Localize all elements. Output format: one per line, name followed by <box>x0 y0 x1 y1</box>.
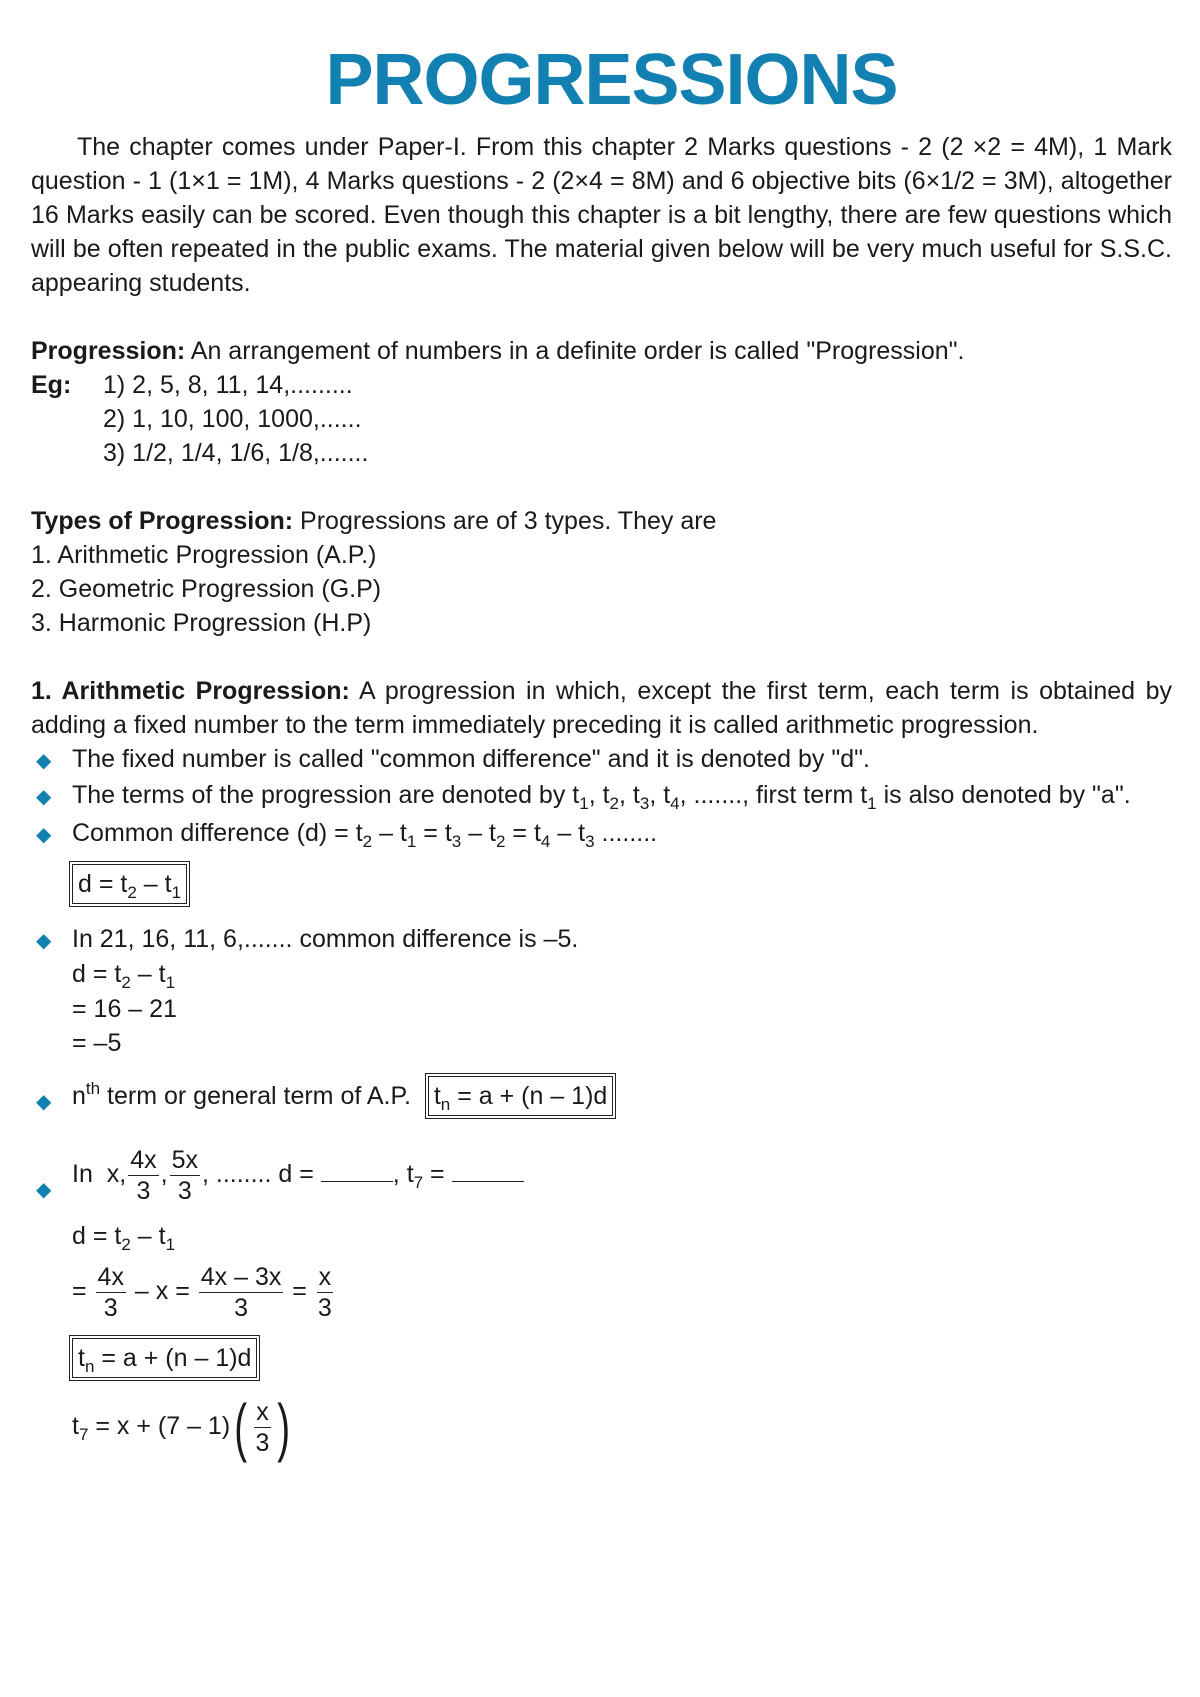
type-item-ap: 1. Arithmetic Progression (A.P.) <box>31 541 377 569</box>
types-text: Progressions are of 3 types. They are <box>293 507 717 535</box>
ap-bullet-list <box>31 742 1172 850</box>
question-list <box>31 1142 1172 1206</box>
bullet-common-difference <box>31 742 1172 776</box>
bullet-example-ap <box>31 922 1172 956</box>
fraction-5x-3: $\frac{5x}{3}$ <box>171 1145 198 1205</box>
solution-step-1: $d = t_2 - t_1$ <box>72 1222 176 1254</box>
types-heading <box>31 504 1172 538</box>
ap-definition <box>31 674 1172 742</box>
diamond-bullet-icon: ◆ <box>36 750 52 772</box>
fraction-4x-3: $\frac{4x}{3}$ <box>130 1145 157 1205</box>
boxed-general-term <box>72 1338 1172 1378</box>
type-item-gp: 2. Geometric Progression (G.P) <box>31 575 382 603</box>
diamond-bullet-icon: ◆ <box>36 824 52 846</box>
solution-step-2: = $\frac{4x}{3}$ – x = $\frac{4x - 3x}{3}$ = $\frac{x}{3}$ <box>72 1262 332 1322</box>
page-title: PROGRESSIONS <box>325 40 898 120</box>
bullet-question: ◆ In x, $\frac{4x}{3}$ , $\frac{5x}{3}$ , ........ d = , $t_7$ = <box>31 1142 1172 1206</box>
type-item-hp: 3. Harmonic Progression (H.P) <box>31 609 372 637</box>
bullet-common-difference-formula: ◆ Common difference $(d) = t_2 - t_1 = t_3 - t_2 = t_4 - t_3$ ........ <box>36 819 658 851</box>
nth-term-text: term or general term of A.P. <box>100 1082 411 1110</box>
bullet-text-mid: , first term <box>742 781 861 809</box>
bullet-text: The fixed number is called "common difference" and it is denoted by "d". <box>72 745 870 773</box>
example-row-1 <box>31 368 1172 402</box>
bullet-text-prefix: Common difference (d) = <box>72 819 356 847</box>
types-term: Types of Progression: <box>31 507 294 535</box>
diamond-bullet-icon: ◆ <box>36 1179 52 1201</box>
bullet-nth-term: ◆ $n^{th}$ term or general term of A.P. $t_n = a + (n - 1)d$ <box>31 1074 1172 1118</box>
blank-d <box>321 1161 393 1182</box>
boxed-formula-d <box>72 864 1172 904</box>
diamond-bullet-icon: ◆ <box>36 1091 52 1113</box>
intro-paragraph: The chapter comes under Paper-I. From this chapter 2 Marks questions - 2 (2 ×2 = 4M), 1 Mark question - 1 (1×1 = 1M), 4 Marks questions - 2 (2×4 = 8M) and 6 objective bits (6×1/2 = 3M), altogether 16 Marks easily can be scored. Even though this chapter is a bit lengthy, there are few questions which will be often repeated in the public exams. The material given below will be very much useful for S.S.C. appearing students. <box>31 133 1172 297</box>
general-term-box-2: $t_n = a + (n - 1)d$ <box>72 1338 257 1378</box>
diamond-bullet-icon: ◆ <box>36 930 52 952</box>
bullet-terms-notation: ◆ The terms of the progression are denoted by $t_1$, $t_2$, $t_3$, $t_4$, ......., first term $t_1$ is also denoted by "a". <box>31 776 1172 814</box>
bullet-text-suffix: is also denoted by "a". <box>876 781 1131 809</box>
t7-calculation: $t_7 = x + (7 - 1)$( $\frac{x}{3}$ ) <box>72 1391 291 1464</box>
progression-term: Progression: <box>31 337 186 365</box>
progression-definition-text: An arrangement of numbers in a definite order is called "Progression". <box>185 337 965 365</box>
example-step-3: = –5 <box>72 1029 122 1057</box>
example-3: 3) 1/2, 1/4, 1/6, 1/8,....... <box>103 439 369 467</box>
bullet-text-prefix: The terms of the progression are denoted by <box>72 781 573 809</box>
general-term-box: $t_n = a + (n - 1)d$ <box>428 1076 613 1116</box>
blank-t7 <box>452 1161 524 1182</box>
diamond-bullet-icon: ◆ <box>36 786 52 808</box>
example-step-2: = 16 – 21 <box>72 995 177 1023</box>
eg-label: Eg: <box>31 371 72 399</box>
progression-definition <box>31 334 1172 368</box>
example-2: 2) 1, 10, 100, 1000,...... <box>103 405 362 433</box>
ap-definition-text: A progression in which, except the first term, each term is obtained by adding a fixed number to the term immediately preceding it is called arithmetic progression. <box>31 677 1172 739</box>
nth-term-list <box>31 1074 1172 1118</box>
example-intro: In 21, 16, 11, 6,....... common difference is –5. <box>72 925 579 953</box>
example-1: 1) 2, 5, 8, 11, 14,......... <box>103 371 353 399</box>
formula-box: $d = t_2 - t_1$ <box>72 864 187 904</box>
example-list <box>31 922 1172 956</box>
example-step-1: $d = t_2 - t_1$ <box>72 960 176 992</box>
ap-term: 1. Arithmetic Progression: <box>31 677 350 705</box>
